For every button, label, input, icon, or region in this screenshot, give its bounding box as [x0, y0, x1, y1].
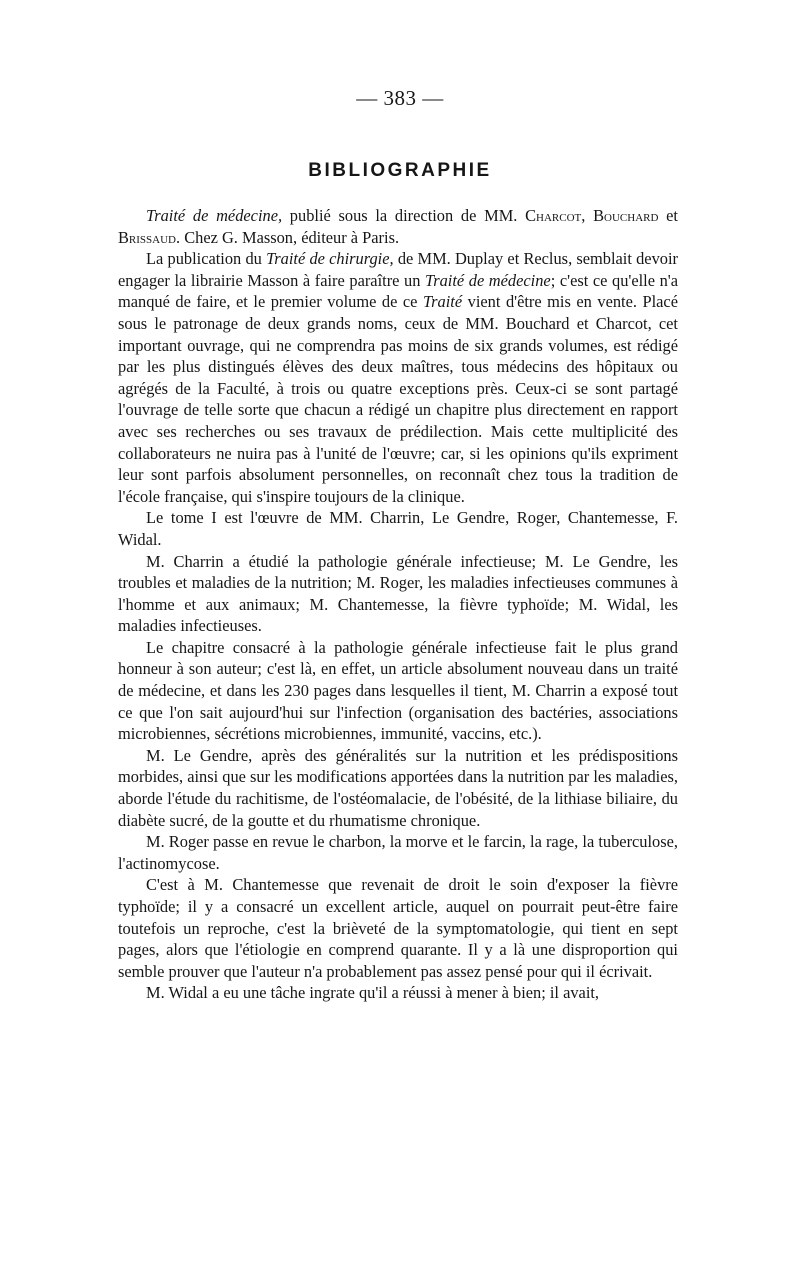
paragraph-4: Le chapitre consacré à la pathologie générale infectieuse fait le plus grand honneur à son auteur; c'est là, en effet, un article absolument nouveau dans un traité de médecine, et dans les 230 pages dans lesquelles il tient, M. Charrin a exposé tout ce que l'on sait aujourd'hui sur l'infection (organisation des bactéries, associations microbiennes, sécrétions microbiennes, immunité, vaccins, etc.).: [118, 637, 678, 744]
italic-title: Traité: [422, 292, 463, 312]
section-title: BIBLIOGRAPHIE: [308, 160, 492, 181]
body-text: [118, 205, 678, 1004]
text-run: vient d'être mis en vente. Placé sous le patronage de deux grands noms, ceux de MM. Bouchard et Charcot, cet important ouvrage, qui ne comprendra pas moins de six grands volumes, est rédigé par les plus distingués élèves des deux maîtres, tous médecins des hôpitaux ou agrégés de la Faculté, à trois ou quatre exceptions près. Ceux-ci se sont partagé l'ouvrage de telle sorte que chacun a rédigé un chapitre plus directement en rapport avec ses recherches ou ses travaux de prédilection. Mais cette multiplicité des collaborateurs ne nuira pas à l'unité de l'œuvre; car, si les opinions qu'ils expriment leur sont parfois absolument personnelles, on reconnaît chez tous la tradition de l'école française, qui s'inspire toujours de la clinique.: [118, 292, 678, 506]
italic-title: Traité de chirurgie,: [266, 249, 394, 269]
entry-text: publié sous la direction de MM.: [282, 206, 526, 225]
text-run: de MM. Duplay et Reclus, semblait devoir engager la librairie Masson à faire paraître un: [118, 249, 678, 290]
paragraph-7: C'est à M. Chantemesse que revenait de droit le soin d'exposer la fièvre typhoïde; il y a consacré un excellent article, auquel on pourrait peut-être faire toutefois un reproche, c'est la brièveté de la symptomatologie, qui tient en sept pages, alors que l'étiologie en comprend quarante. Il y a là une disproportion qui semble prouver que l'auteur n'a probablement pas assez pensé pour qui il écrivait.: [118, 875, 678, 981]
paragraph-3: M. Charrin a étudié la pathologie générale infectieuse; M. Le Gendre, les troubles et maladies de la nutrition; M. Roger, les maladies infectieuses communes à l'homme et aux animaux; M. Chantemesse, la fièvre typhoïde; M. Widal, les maladies infectieuses.: [118, 551, 678, 636]
entry-separator: ,: [581, 206, 594, 225]
paragraph-1: [118, 248, 678, 507]
paragraph-6: M. Roger passe en revue le charbon, la morve et le farcin, la rage, la tuberculose, l'actinomycose.: [118, 832, 678, 873]
paragraph-2: Le tome I est l'œuvre de MM. Charrin, Le Gendre, Roger, Chantemesse, F. Widal.: [118, 508, 678, 549]
entry-separator: et: [658, 206, 678, 225]
entry-publisher: . Chez G. Masson, éditeur à Paris.: [176, 227, 400, 247]
page-number: — 383 —: [356, 86, 444, 110]
entry-editor-brissaud: Brissaud: [118, 227, 176, 247]
entry-title: Traité de médecine,: [146, 206, 283, 225]
paragraph-5: M. Le Gendre, après des généralités sur la nutrition et les prédispositions morbides, ainsi que sur les modifications apportées dans la nutrition par les maladies, aborde l'étude du rachitisme, de l'ostéomalacie, de l'obésité, de la lithiase biliaire, du diabète sucré, de la goutte et du rhumatisme chronique.: [118, 745, 678, 830]
italic-title: Traité de médecine: [425, 270, 551, 290]
text-run: La publication du: [146, 249, 267, 269]
entry-editor-bouchard: Bouchard: [593, 206, 659, 225]
text-run: ; c'est ce qu'elle n'a manqué de faire, et le premier volume de ce: [118, 270, 679, 312]
paragraph-8: M. Widal a eu une tâche ingrate qu'il a réussi à mener à bien; il avait,: [146, 983, 600, 1003]
bibliography-entry: [118, 205, 678, 248]
entry-editor-charcot: Charcot: [525, 206, 582, 225]
